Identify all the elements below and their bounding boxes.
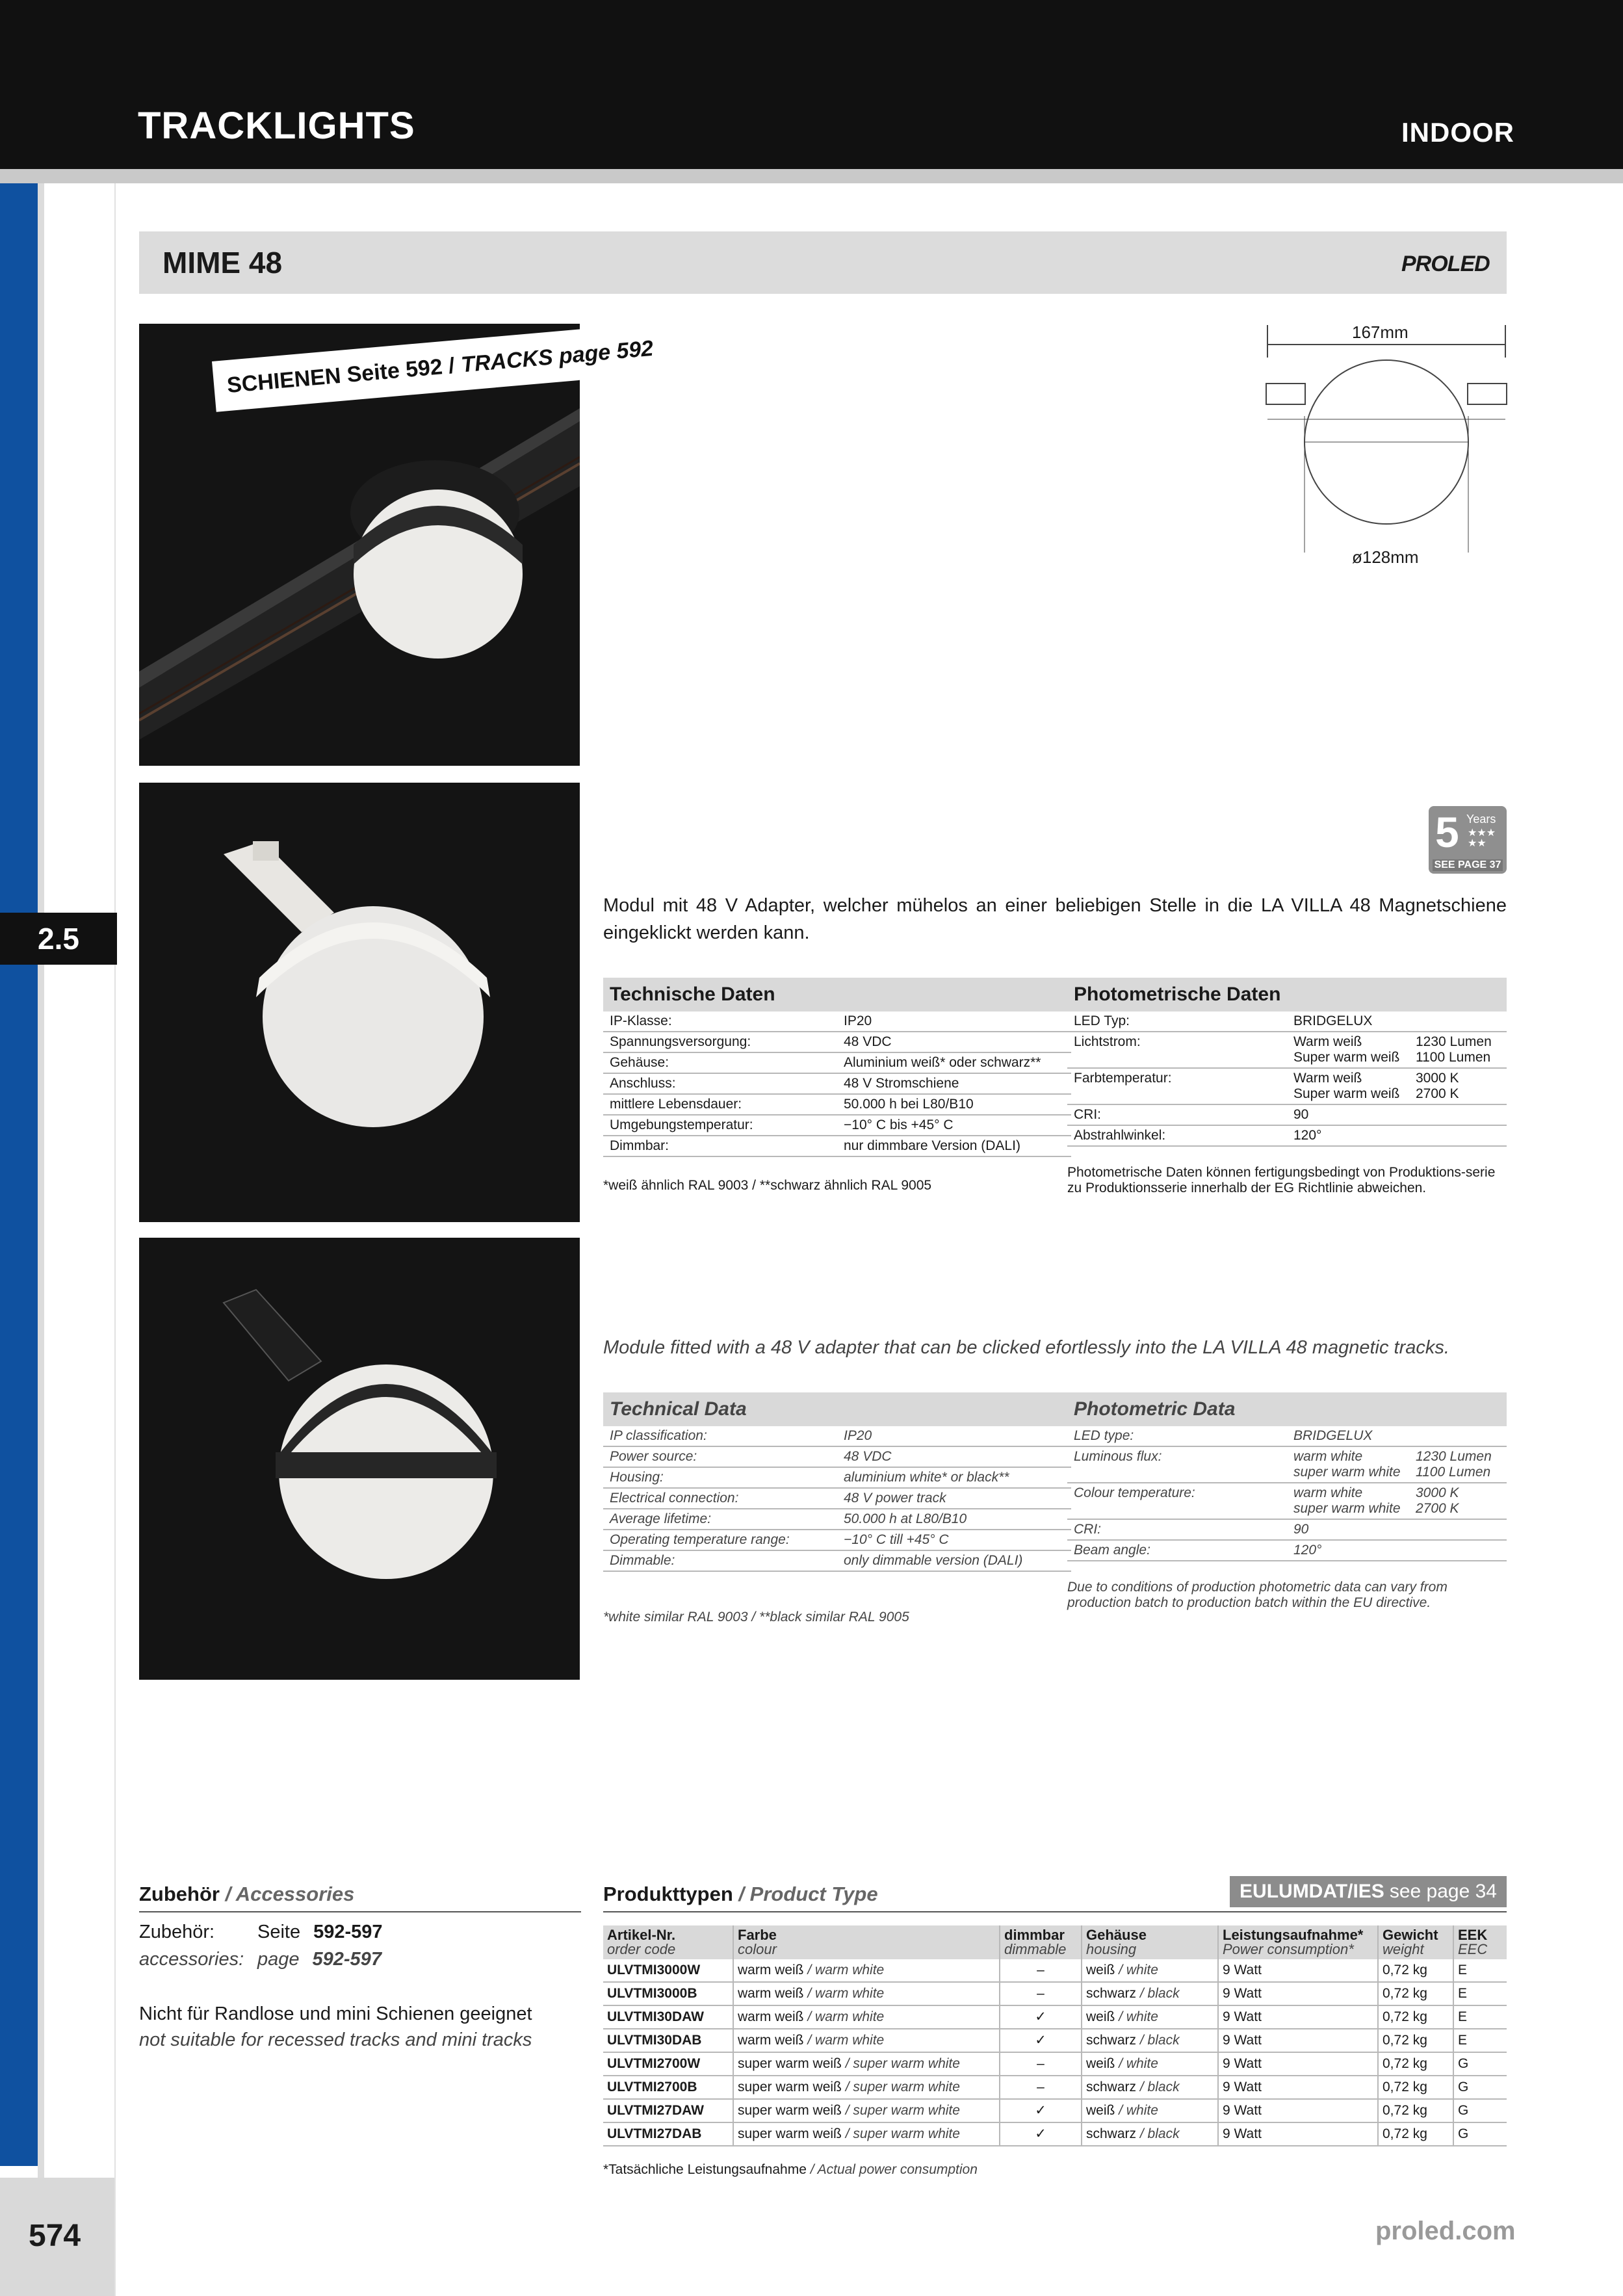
eek-cell: E: [1453, 2029, 1507, 2052]
power-cell: 9 Watt: [1218, 2076, 1378, 2099]
spec-key: Dimmbar:: [603, 1136, 837, 1156]
spec-value: warm white: [1293, 1449, 1363, 1464]
spec-amount: 3000 K: [1416, 1485, 1459, 1500]
col-header: Gewicht weight: [1378, 1925, 1453, 1959]
spec-value: 120°: [1287, 1125, 1507, 1146]
power-cell: 9 Watt: [1218, 2029, 1378, 2052]
spec-amount: 1230 Lumen: [1416, 1449, 1492, 1464]
spec-value: BRIDGELUX: [1287, 1011, 1507, 1032]
diameter-label: ø128mm: [1352, 547, 1419, 567]
description-en: Module fitted with a 48 V adapter that can be clicked efortlessly into the LA VILLA 48 magnetic tracks.: [603, 1337, 1449, 1358]
spec-value: 90: [1287, 1519, 1507, 1540]
col-header: Leistungsaufnahme* Power consumption*: [1218, 1925, 1378, 1959]
tech-table-en: [603, 1392, 1071, 1572]
spec-value: −10° C bis +45° C: [837, 1115, 1071, 1136]
spec-key: Abstrahlwinkel:: [1067, 1125, 1287, 1146]
spec-key: Spannungsversorgung:: [603, 1032, 837, 1052]
spec-value: −10° C till +45° C: [837, 1530, 1071, 1550]
order-code: ULVTMI2700B: [603, 2076, 733, 2099]
product-photo-white: [139, 783, 580, 1222]
eulumdat-badge[interactable]: [1230, 1876, 1507, 1907]
eulumdat-page: see page 34: [1389, 1881, 1497, 1902]
weight-cell: 0,72 kg: [1378, 2076, 1453, 2099]
weight-cell: 0,72 kg: [1378, 2005, 1453, 2029]
spec-key: Anschluss:: [603, 1073, 837, 1094]
table-row: [603, 2052, 1507, 2076]
spec-amount: 1100 Lumen: [1416, 1465, 1491, 1480]
spec-value: 90: [1287, 1104, 1507, 1125]
tech-table-de: [603, 978, 1071, 1157]
col-header: Farbe colour: [733, 1925, 1000, 1959]
power-cell: 9 Watt: [1218, 2052, 1378, 2076]
spec-value: only dimmable version (DALI): [837, 1550, 1071, 1571]
weight-cell: 0,72 kg: [1378, 2029, 1453, 2052]
spec-key: CRI:: [1067, 1519, 1287, 1540]
dimmable-cell: ✓: [1000, 2029, 1082, 2052]
spec-value: super warm white: [1293, 1465, 1401, 1480]
tracks-tag-en: TRACKS page 592: [460, 335, 655, 378]
photo-note-de: Photometrische Daten können fertigungsbedingt von Produktions-serie zu Produktionsserie innerhalb der EG Richtlinie abweichen.: [1067, 1165, 1496, 1195]
spec-amount: 2700 K: [1416, 1086, 1459, 1101]
product-photo-black: [139, 1238, 580, 1680]
chapter-marker: 2.5: [0, 913, 117, 965]
eek-cell: E: [1453, 2005, 1507, 2029]
order-code: ULVTMI3000B: [603, 1982, 733, 2005]
spec-amount: 3000 K: [1416, 1071, 1459, 1086]
weight-cell: 0,72 kg: [1378, 2099, 1453, 2122]
accessories-note-de: Nicht für Randlose und mini Schienen geeignet: [139, 2003, 532, 2024]
accessories-heading: [139, 1883, 354, 1906]
width-label: 167mm: [1352, 322, 1409, 342]
tech-title-en: Technical Data: [603, 1392, 1071, 1426]
spec-key: Farbtemperatur:: [1067, 1068, 1287, 1104]
spec-key: Power source:: [603, 1446, 837, 1467]
col-header: dimmbar dimmable: [1000, 1925, 1082, 1959]
eek-cell: G: [1453, 2122, 1507, 2146]
colour-cell: warm weiß / warm white: [733, 1982, 1000, 2005]
housing-cell: weiß / white: [1082, 2099, 1218, 2122]
eulumdat-label: EULUMDAT/IES: [1240, 1881, 1384, 1902]
product-types-heading-en: / Product Type: [738, 1883, 878, 1905]
photo-title-de: Photometrische Daten: [1067, 978, 1507, 1011]
spec-key: IP classification:: [603, 1426, 837, 1446]
page-number: 574: [29, 2219, 81, 2253]
website-link[interactable]: proled.com: [1375, 2217, 1516, 2245]
note-en: / Actual power consumption: [810, 2162, 978, 2177]
colour-cell: warm weiß / warm white: [733, 2029, 1000, 2052]
spec-value: 50.000 h bei L80/B10: [837, 1094, 1071, 1115]
order-code: ULVTMI30DAW: [603, 2005, 733, 2029]
eek-cell: G: [1453, 2076, 1507, 2099]
spec-key: LED Typ:: [1067, 1011, 1287, 1032]
spec-key: IP-Klasse:: [603, 1011, 837, 1032]
accessories-label: accessories:: [139, 1949, 244, 1970]
photo-note-en: Due to conditions of production photometric data can vary from production batch to production batch within the EU directive.: [1067, 1580, 1448, 1610]
dimmable-cell: ✓: [1000, 2099, 1082, 2122]
housing-cell: weiß / white: [1082, 1959, 1218, 1982]
product-types-heading-de: Produkttypen: [603, 1883, 733, 1905]
spec-value: 48 V power track: [837, 1488, 1071, 1509]
warranty-years: Years: [1466, 813, 1496, 826]
description-de: Modul mit 48 V Adapter, welcher mühelos an einer beliebigen Stelle in die LA VILLA 48 Magnetschiene eingeklickt werden kann.: [603, 895, 1507, 943]
table-row: [603, 2099, 1507, 2122]
spec-value: aluminium white* or black**: [837, 1467, 1071, 1488]
spec-value: Super warm weiß: [1293, 1050, 1400, 1065]
eek-cell: G: [1453, 2052, 1507, 2076]
side-divider: [114, 183, 116, 2296]
housing-cell: schwarz / black: [1082, 1982, 1218, 2005]
spec-key: Dimmable:: [603, 1550, 837, 1571]
table-row: [603, 2029, 1507, 2052]
photo-table-en: [1067, 1392, 1507, 1561]
spec-key: Colour temperature:: [1067, 1483, 1287, 1519]
order-code: ULVTMI27DAW: [603, 2099, 733, 2122]
spec-value: Super warm weiß: [1293, 1086, 1400, 1101]
housing-cell: weiß / white: [1082, 2005, 1218, 2029]
dimmable-cell: ✓: [1000, 2005, 1082, 2029]
spec-value: IP20: [837, 1011, 1071, 1032]
eek-cell: E: [1453, 1959, 1507, 1982]
spec-key: Gehäuse:: [603, 1052, 837, 1073]
spec-key: LED type:: [1067, 1426, 1287, 1446]
product-types-heading: [603, 1883, 878, 1906]
tech-note-de: *weiß ähnlich RAL 9003 / **schwarz ähnlich RAL 9005: [603, 1178, 932, 1193]
eek-cell: G: [1453, 2099, 1507, 2122]
accessories-label: Zubehör:: [139, 1922, 215, 1942]
power-cell: 9 Watt: [1218, 1959, 1378, 1982]
accessories-row-de: [139, 1922, 383, 1943]
section-label: INDOOR: [1401, 117, 1514, 148]
spec-key: Lichtstrom:: [1067, 1032, 1287, 1068]
accessories-heading-de: Zubehör: [139, 1883, 220, 1905]
spec-value: Aluminium weiß* oder schwarz**: [837, 1052, 1071, 1073]
order-code: ULVTMI30DAB: [603, 2029, 733, 2052]
tracks-tag-de: SCHIENEN Seite 592 /: [226, 353, 456, 398]
dimmable-cell: –: [1000, 1982, 1082, 2005]
power-cell: 9 Watt: [1218, 2005, 1378, 2029]
table-header-row: [603, 1925, 1507, 1959]
header-underline: [0, 169, 1623, 183]
power-cell: 9 Watt: [1218, 2122, 1378, 2146]
spec-key: Average lifetime:: [603, 1509, 837, 1530]
photo-table-de: [1067, 978, 1507, 1147]
spec-value: Warm weiß: [1293, 1071, 1362, 1086]
order-code: ULVTMI3000W: [603, 1959, 733, 1982]
colour-cell: super warm weiß / super warm white: [733, 2099, 1000, 2122]
product-name: MIME 48: [162, 246, 283, 280]
accessories-pages[interactable]: 592-597: [313, 1922, 383, 1942]
product-types-note: [603, 2162, 978, 2178]
dimmable-cell: –: [1000, 2052, 1082, 2076]
warranty-number: 5: [1435, 808, 1459, 856]
spec-value: BRIDGELUX: [1287, 1426, 1507, 1446]
housing-cell: weiß / white: [1082, 2052, 1218, 2076]
spec-value: 48 VDC: [837, 1446, 1071, 1467]
power-cell: 9 Watt: [1218, 1982, 1378, 2005]
spec-amount: 2700 K: [1416, 1501, 1459, 1516]
star-icon: ★★★ ★★: [1468, 828, 1496, 849]
order-code: ULVTMI27DAB: [603, 2122, 733, 2146]
colour-cell: super warm weiß / super warm white: [733, 2052, 1000, 2076]
product-types-table: [603, 1925, 1507, 2146]
eek-cell: E: [1453, 1982, 1507, 2005]
spec-value: IP20: [837, 1426, 1071, 1446]
product-types-rule: [603, 1911, 1507, 1912]
tech-title-de: Technische Daten: [603, 978, 1071, 1011]
dimmable-cell: ✓: [1000, 2122, 1082, 2146]
spec-key: Luminous flux:: [1067, 1446, 1287, 1483]
housing-cell: schwarz / black: [1082, 2029, 1218, 2052]
page-title: TRACKLIGHTS: [138, 105, 415, 147]
spec-key: Electrical connection:: [603, 1488, 837, 1509]
weight-cell: 0,72 kg: [1378, 2052, 1453, 2076]
spec-value: super warm white: [1293, 1501, 1401, 1516]
dimmable-cell: –: [1000, 2076, 1082, 2099]
weight-cell: 0,72 kg: [1378, 1982, 1453, 2005]
table-row: [603, 2076, 1507, 2099]
accessories-note-en: not suitable for recessed tracks and mini tracks: [139, 2029, 532, 2050]
side-color-bar: [0, 183, 38, 2166]
accessories-rule: [139, 1911, 581, 1912]
accessories-word: Seite: [257, 1922, 301, 1942]
colour-cell: warm weiß / warm white: [733, 2005, 1000, 2029]
table-row: [603, 1982, 1507, 2005]
tech-note-en: *white similar RAL 9003 / **black similar RAL 9005: [603, 1610, 909, 1624]
table-row: [603, 1959, 1507, 1982]
side-grey-bar: [38, 183, 44, 2296]
brand-logo: PROLED: [1401, 252, 1490, 276]
accessories-heading-en: / Accessories: [225, 1883, 355, 1905]
spec-value: warm white: [1293, 1485, 1363, 1500]
colour-cell: super warm weiß / super warm white: [733, 2122, 1000, 2146]
col-header: Gehäuse housing: [1082, 1925, 1218, 1959]
power-cell: 9 Watt: [1218, 2099, 1378, 2122]
colour-cell: super warm weiß / super warm white: [733, 2076, 1000, 2099]
housing-cell: schwarz / black: [1082, 2076, 1218, 2099]
spec-value: 48 V Stromschiene: [837, 1073, 1071, 1094]
spec-key: Beam angle:: [1067, 1540, 1287, 1561]
spec-value: 120°: [1287, 1540, 1507, 1561]
spec-key: Housing:: [603, 1467, 837, 1488]
col-header: Artikel-Nr. order code: [603, 1925, 733, 1959]
col-header: EEK EEC: [1453, 1925, 1507, 1959]
spec-value: 50.000 h at L80/B10: [837, 1509, 1071, 1530]
product-title-bar: [139, 231, 1507, 294]
spec-key: mittlere Lebensdauer:: [603, 1094, 837, 1115]
housing-cell: schwarz / black: [1082, 2122, 1218, 2146]
warranty-badge: [1429, 806, 1507, 874]
spec-value: 48 VDC: [837, 1032, 1071, 1052]
spec-amount: 1230 Lumen: [1416, 1034, 1492, 1049]
table-row: [603, 2122, 1507, 2146]
weight-cell: 0,72 kg: [1378, 1959, 1453, 1982]
weight-cell: 0,72 kg: [1378, 2122, 1453, 2146]
order-code: ULVTMI2700W: [603, 2052, 733, 2076]
spec-value: nur dimmbare Version (DALI): [837, 1136, 1071, 1156]
accessories-word: page: [257, 1949, 300, 1970]
warranty-see: SEE PAGE 37: [1433, 859, 1503, 871]
dimension-drawing: [1261, 319, 1508, 566]
spec-key: Operating temperature range:: [603, 1530, 837, 1550]
dimmable-cell: –: [1000, 1959, 1082, 1982]
accessories-row-en: [139, 1949, 382, 1970]
spec-key: Umgebungstemperatur:: [603, 1115, 837, 1136]
table-row: [603, 2005, 1507, 2029]
note-de: *Tatsächliche Leistungsaufnahme: [603, 2162, 807, 2177]
photo-title-en: Photometric Data: [1067, 1392, 1507, 1426]
accessories-pages[interactable]: 592-597: [312, 1949, 382, 1970]
colour-cell: warm weiß / warm white: [733, 1959, 1000, 1982]
spec-key: CRI:: [1067, 1104, 1287, 1125]
spec-amount: 1100 Lumen: [1416, 1050, 1491, 1065]
spec-value: Warm weiß: [1293, 1034, 1362, 1049]
